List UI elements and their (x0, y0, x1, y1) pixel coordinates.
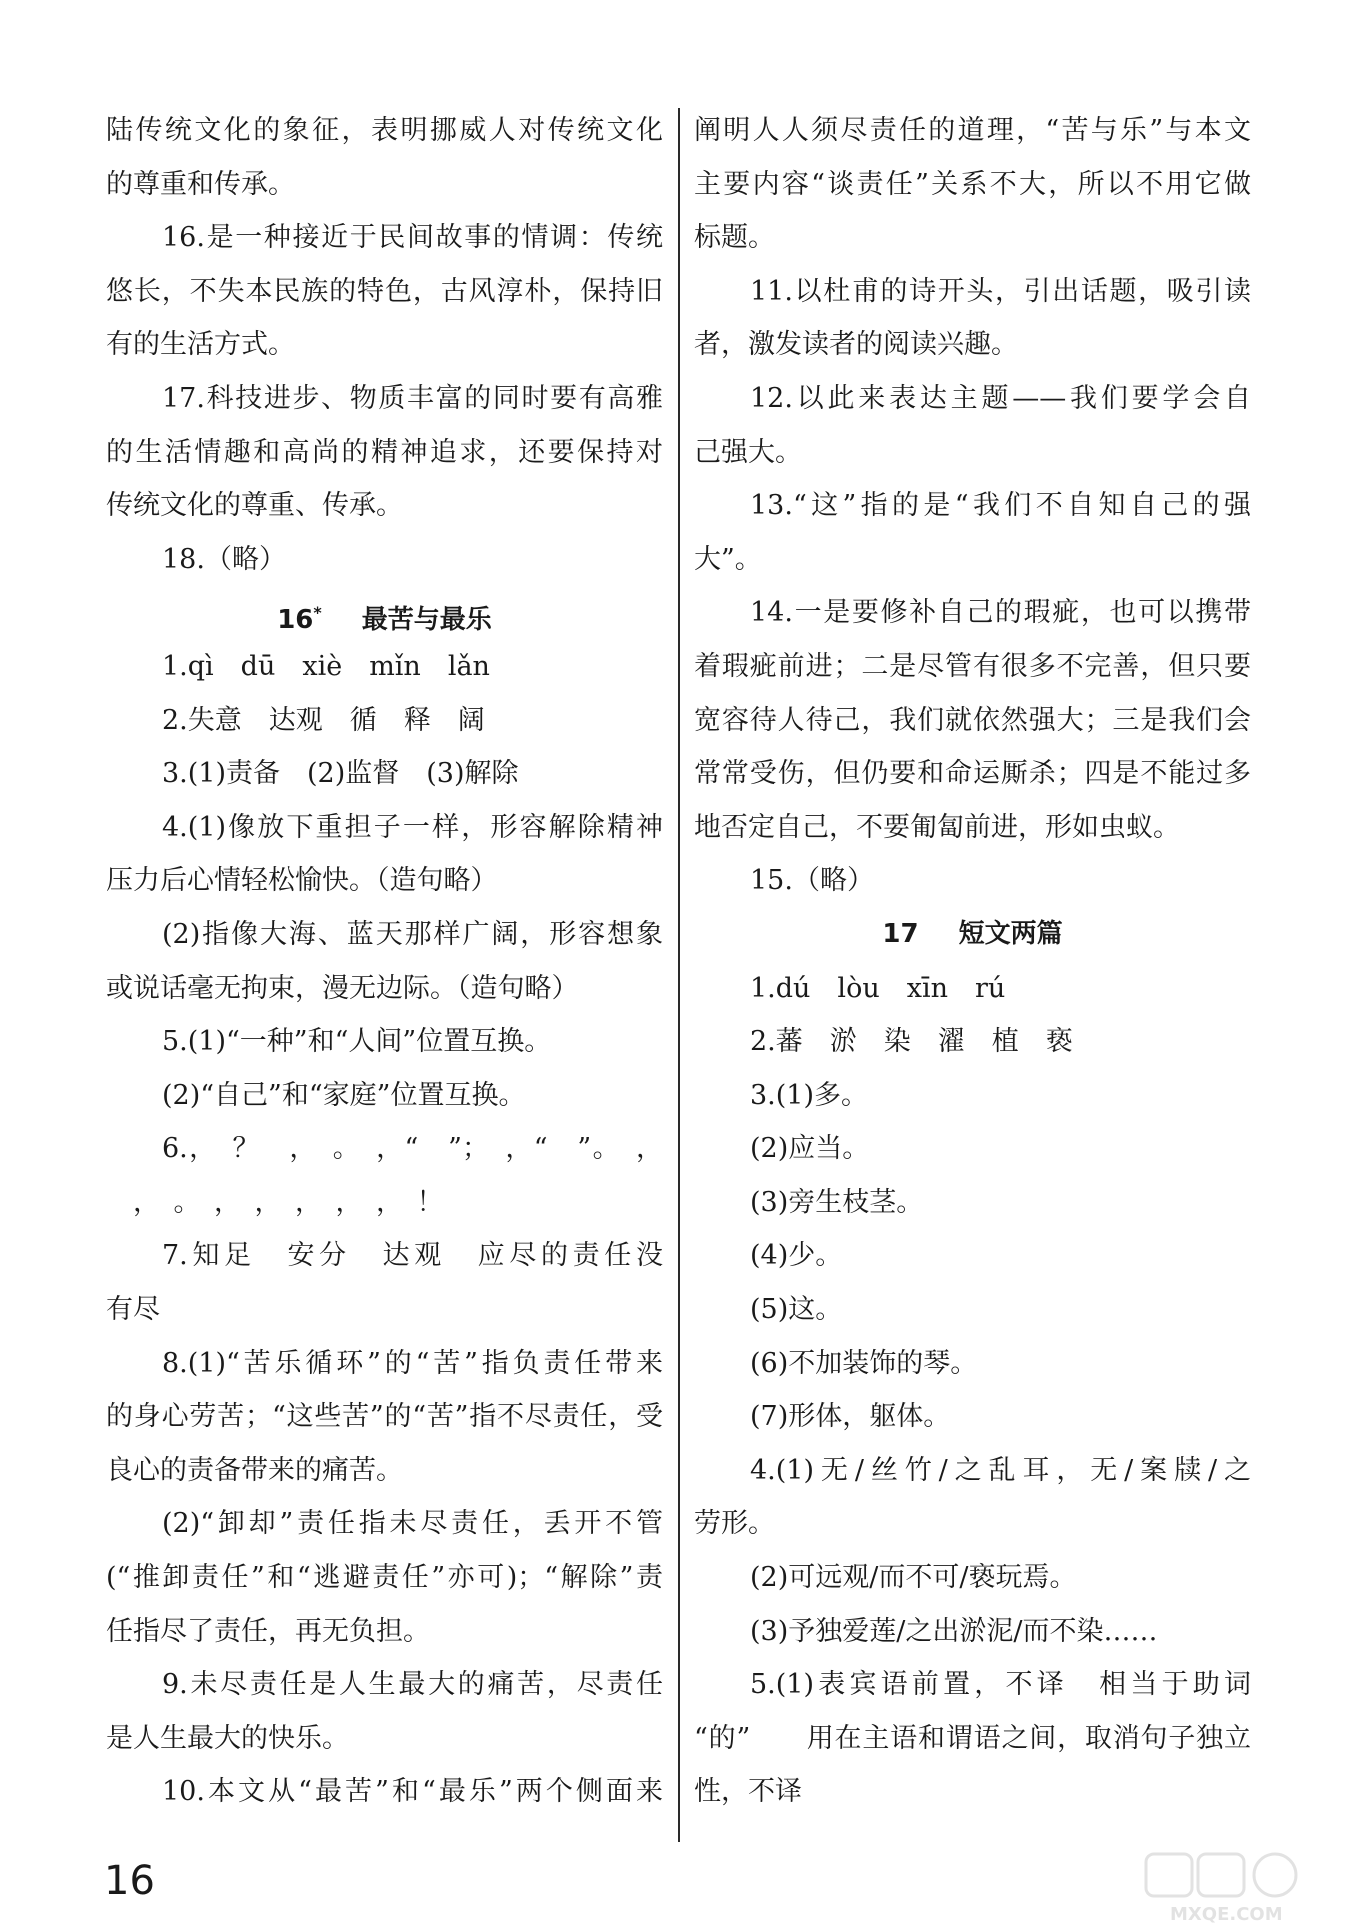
text-line: (4)少。 (750, 1240, 843, 1272)
text-line: 1.dú lòu xīn rú (750, 972, 1006, 1004)
text-line: 11.以杜甫的诗开头，引出话题，吸引读 (750, 275, 1251, 307)
section-title: 最苦与最乐 (361, 605, 492, 636)
text-line: (7)形体，躯体。 (750, 1401, 951, 1433)
text-line: 阐明人人须尽责任的道理，“苦与乐”与本文 (694, 115, 1251, 146)
text-line: 是人生最大的快乐。 (106, 1722, 349, 1754)
text-line: 18.（略） (162, 543, 286, 575)
watermark-logo-icon (1140, 1850, 1350, 1926)
text-line: 2.失意 达观 循 释 阔 (162, 704, 485, 736)
text-line: ， 。 ， ， ， ， ， ！ (106, 1186, 444, 1218)
text-line: 9.未尽责任是人生最大的痛苦，尽责任 (162, 1669, 663, 1701)
text-line: 有尽 (106, 1294, 160, 1326)
text-line: 或说话毫无拘束，漫无边际。（造句略） (106, 972, 579, 1004)
text-line: 5.(1)“一种”和“人间”位置互换。 (162, 1026, 552, 1058)
section-heading (694, 908, 1251, 962)
column-divider (678, 108, 680, 1842)
text-line: 己强大。 (694, 436, 802, 468)
text-line: 有的生活方式。 (106, 329, 295, 361)
text-line: 着瑕疵前进；二是尽管有很多不完善，但只要 (694, 650, 1251, 682)
text-line: 8.(1)“苦乐循环”的“苦”指负责任带来 (162, 1347, 663, 1379)
text-line: 14.一是要修补自己的瑕疵，也可以携带 (750, 597, 1251, 629)
text-line: 16.是一种接近于民间故事的情调：传统 (162, 222, 663, 254)
text-line: 劳形。 (694, 1508, 775, 1540)
text-line: 大”。 (694, 543, 762, 575)
text-line: 5.(1)表宾语前置，不译 相当于助词 (750, 1669, 1251, 1701)
text-line: (2)“卸却”责任指未尽责任，丢开不管 (162, 1508, 663, 1540)
text-line: 3.(1)多。 (750, 1079, 869, 1111)
text-line: 良心的责备带来的痛苦。 (106, 1454, 403, 1486)
text-line: 传统文化的尊重、传承。 (106, 490, 403, 522)
text-line: (3)予独爱莲/之出淤泥/而不染…… (750, 1615, 1158, 1647)
text-line: 2.蕃 淤 染 濯 植 亵 (750, 1026, 1073, 1058)
text-line: 6.， ？ ， 。 ，“ ”； ，“ ”。 ， (162, 1133, 663, 1165)
text-line: (2)可远观/而不可/亵玩焉。 (750, 1562, 1077, 1594)
section-title: 短文两篇 (958, 918, 1063, 949)
text-line: 17.科技进步、物质丰富的同时要有高雅 (162, 382, 663, 414)
section-heading (106, 586, 663, 640)
text-line: 10.本文从“最苦”和“最乐”两个侧面来 (162, 1776, 663, 1808)
text-line: 任指尽了责任，再无负担。 (106, 1615, 430, 1647)
text-line: 者，激发读者的阅读兴趣。 (694, 329, 1018, 361)
text-line: 7.知足 安分 达观 应尽的责任没 (162, 1240, 663, 1272)
text-line: 主要内容“谈责任”关系不大，所以不用它做 (694, 168, 1251, 200)
section-star: * (313, 603, 322, 623)
text-line: 15.（略） (750, 865, 874, 897)
text-line: (5)这。 (750, 1294, 843, 1326)
text-line: 宽容待人待己，我们就依然强大；三是我们会 (694, 704, 1251, 736)
section-number: 16 (277, 605, 314, 636)
text-line: 1.qì dū xiè mǐn lǎn (162, 650, 490, 682)
text-line: 13.“这”指的是“我们不自知自己的强 (750, 490, 1251, 522)
text-line: (3)旁生枝茎。 (750, 1186, 924, 1218)
section-number: 17 (882, 918, 919, 949)
text-line: “的” 用在主语和谓语之间，取消句子独立 (694, 1722, 1251, 1754)
text-line: 12.以此来表达主题——我们要学会自 (750, 382, 1251, 414)
text-line: (2)指像大海、蓝天那样广阔，形容想象 (162, 918, 663, 950)
text-line: 的身心劳苦；“这些苦”的“苦”指不尽责任，受 (106, 1401, 663, 1433)
watermark-text: MXQE.COM (1170, 1904, 1283, 1925)
text-line: 4.(1)像放下重担子一样，形容解除精神 (162, 811, 663, 843)
text-line: (6)不加装饰的琴。 (750, 1347, 978, 1379)
text-line: 陆传统文化的象征，表明挪威人对传统文化 (106, 115, 663, 146)
text-line: 悠长，不失本民族的特色，古风淳朴，保持旧 (106, 275, 663, 307)
text-line: 压力后心情轻松愉快。（造句略） (106, 865, 498, 897)
text-line: (“推卸责任”和“逃避责任”亦可)；“解除”责 (106, 1562, 663, 1594)
text-line: 标题。 (694, 222, 775, 254)
text-line: 地否定自己，不要匍匐前进，形如虫蚁。 (694, 811, 1180, 843)
text-line: 性，不译 (694, 1776, 802, 1808)
text-line: 3.(1)责备 (2)监督 (3)解除 (162, 758, 519, 790)
text-line: 的尊重和传承。 (106, 168, 295, 200)
text-line: 4.(1)无/丝竹/之乱耳，无/案牍/之 (750, 1454, 1251, 1486)
text-line: 的生活情趣和高尚的精神追求，还要保持对 (106, 436, 663, 468)
text-line: (2)“自己”和“家庭”位置互换。 (162, 1079, 526, 1111)
page-number: 16 (104, 1858, 155, 1904)
right-column (694, 104, 1251, 1819)
text-line: 常常受伤，但仍要和命运厮杀；四是不能过多 (694, 758, 1251, 790)
left-column (106, 104, 663, 1819)
text-line: (2)应当。 (750, 1133, 870, 1165)
